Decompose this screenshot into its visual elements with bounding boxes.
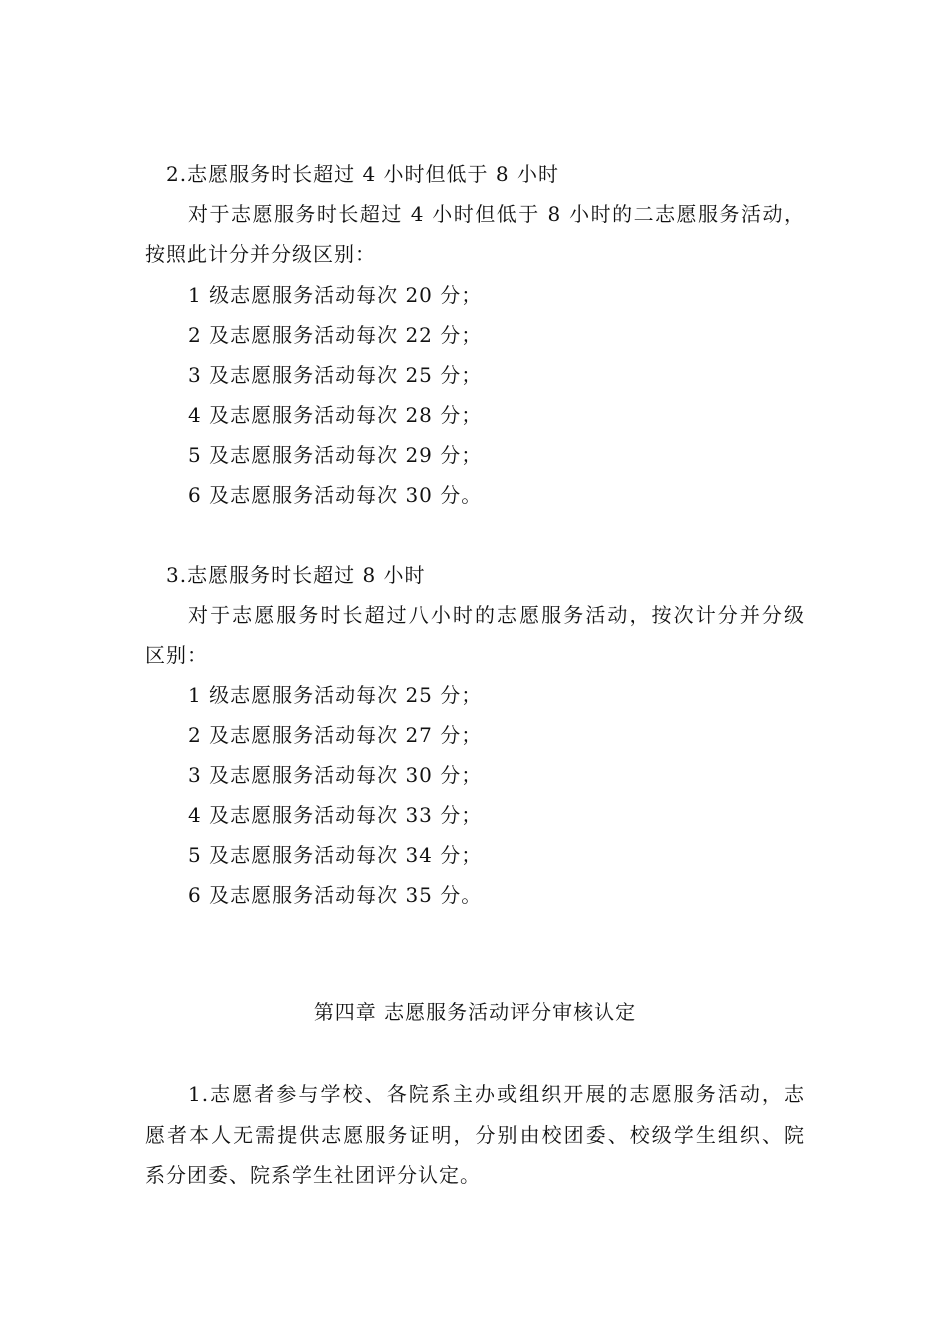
- section-2-list-item: 4 及志愿服务活动每次 28 分；: [188, 403, 483, 427]
- section-3-heading: 3.志愿服务时长超过 8 小时: [166, 563, 426, 587]
- section-2-list-item: 1 级志愿服务活动每次 20 分；: [188, 283, 483, 307]
- section-2-paragraph-line-1: 对于志愿服务时长超过 4 小时但低于 8 小时的二志愿服务活动，: [188, 202, 805, 226]
- chapter-title: 第四章 志愿服务活动评分审核认定: [313, 1000, 637, 1024]
- section-3-list-item: 5 及志愿服务活动每次 34 分；: [188, 843, 483, 867]
- section-3-list-item: 6 及志愿服务活动每次 35 分。: [188, 883, 483, 907]
- section-3-list-item: 4 及志愿服务活动每次 33 分；: [188, 803, 483, 827]
- section-3-list-item: 2 及志愿服务活动每次 27 分；: [188, 723, 483, 747]
- section-2-list-item: 2 及志愿服务活动每次 22 分；: [188, 323, 483, 347]
- section-2-list-item: 3 及志愿服务活动每次 25 分；: [188, 363, 483, 387]
- section-2-list-item: 6 及志愿服务活动每次 30 分。: [188, 483, 483, 507]
- section-2-heading: 2.志愿服务时长超过 4 小时但低于 8 小时: [166, 162, 559, 186]
- chapter-4-paragraph-line-3: 系分团委、院系学生社团评分认定。: [145, 1163, 481, 1187]
- chapter-4-paragraph-line-2: 愿者本人无需提供志愿服务证明，分别由校团委、校级学生组织、院: [145, 1123, 805, 1147]
- chapter-4-paragraph-line-1: 1.志愿者参与学校、各院系主办或组织开展的志愿服务活动，志: [188, 1082, 805, 1106]
- section-3-paragraph-line-1: 对于志愿服务时长超过八小时的志愿服务活动，按次计分并分级: [188, 603, 805, 627]
- section-2-list-item: 5 及志愿服务活动每次 29 分；: [188, 443, 483, 467]
- section-3-list-item: 1 级志愿服务活动每次 25 分；: [188, 683, 483, 707]
- section-3-paragraph-line-2: 区别：: [145, 643, 208, 667]
- section-3-list-item: 3 及志愿服务活动每次 30 分；: [188, 763, 483, 787]
- section-2-paragraph-line-2: 按照此计分并分级区别：: [145, 242, 376, 266]
